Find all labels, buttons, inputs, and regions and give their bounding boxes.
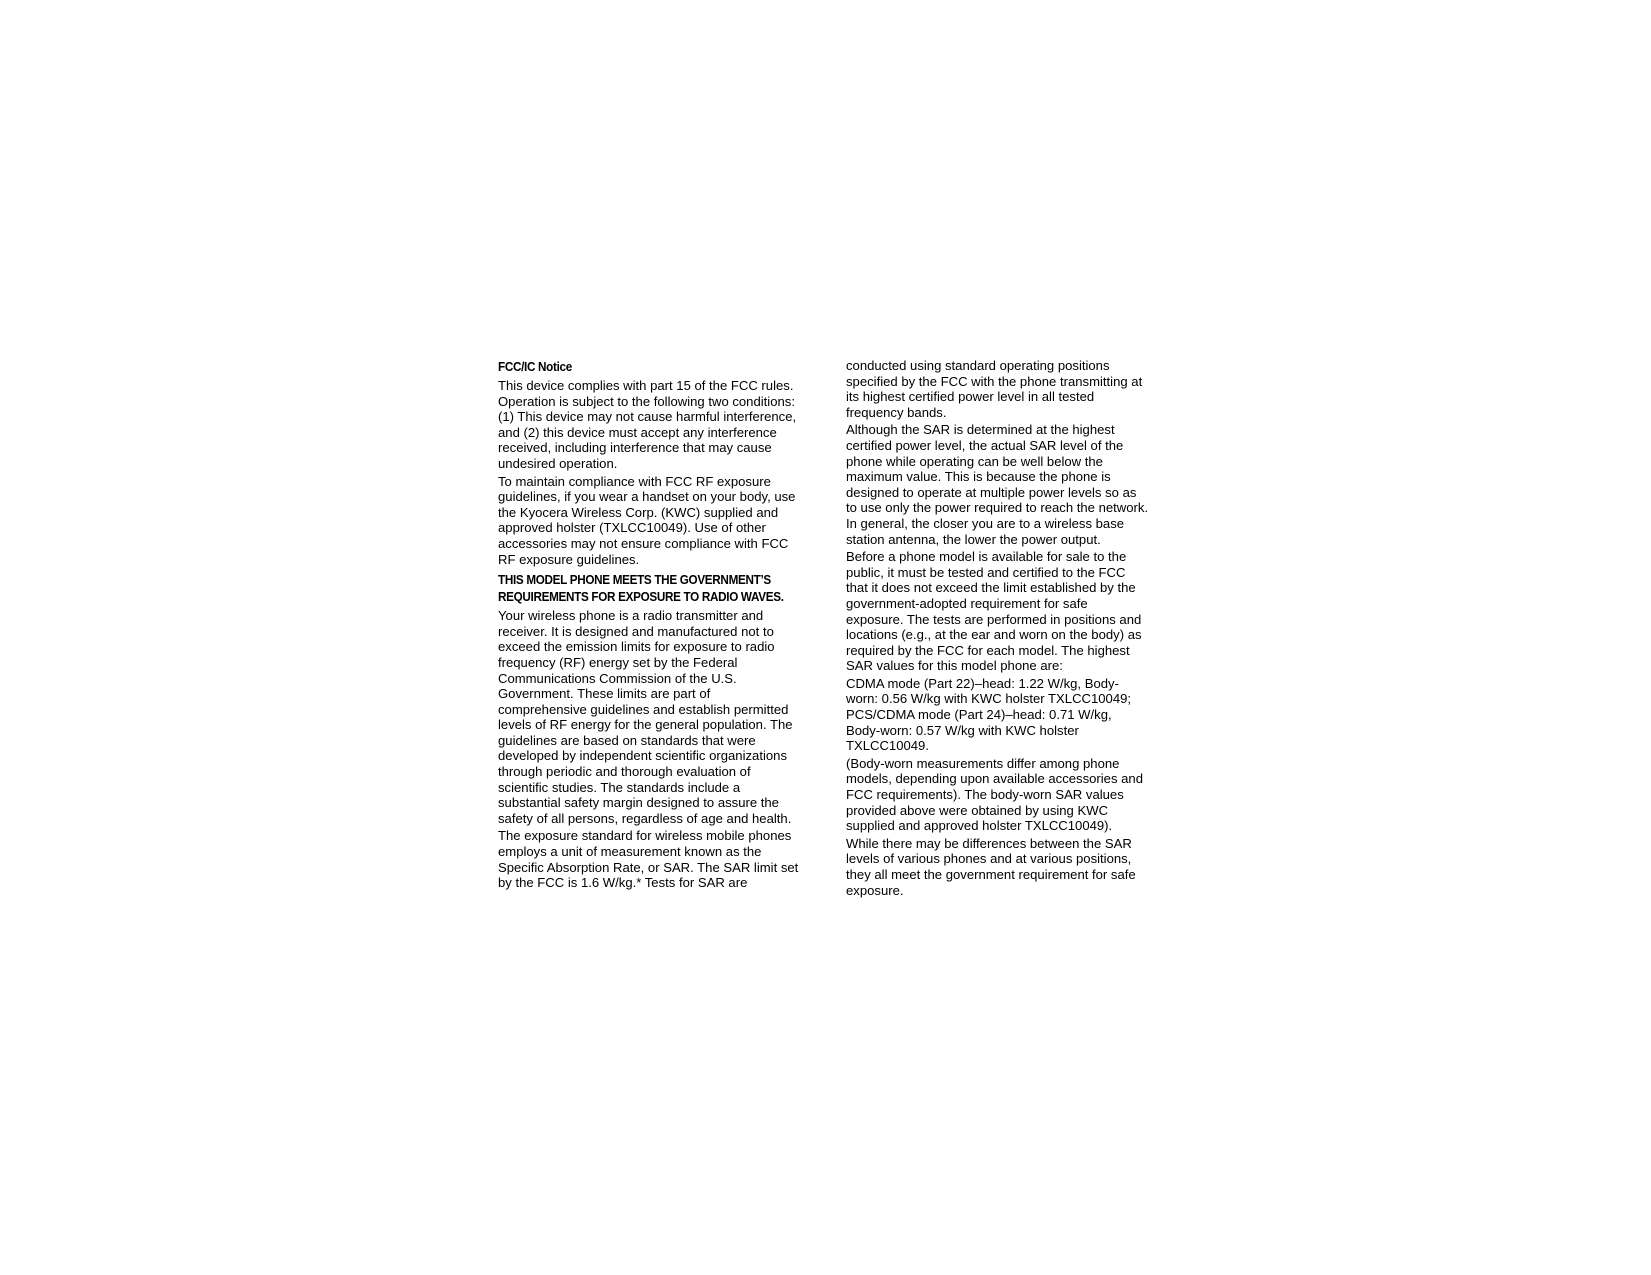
body-worn-measurements-paragraph: (Body-worn measurements differ among phone models, depending upon available accessories and FCC requirements). The body-worn SAR values provided above were obtained by using KWC supplied and approved holster TXLCC10049).	[846, 755, 1143, 834]
sar-values-paragraph: CDMA mode (Part 22)–head: 1.22 W/kg, Body- worn: 0.56 W/kg with KWC holster TXLCC10049; PCS/CDMA mode (Part 24)–head: 0.71 W/kg, Body-worn: 0.57 W/kg with KWC holster TXLCC10049.	[846, 675, 1132, 754]
left-column	[498, 358, 816, 893]
right-column	[846, 358, 1164, 900]
government-requirements-heading: THIS MODEL PHONE MEETS THE GOVERNMENT’S REQUIREMENTS FOR EXPOSURE TO RADIO WAVES.	[498, 572, 784, 605]
exposure-standard-paragraph: The exposure standard for wireless mobile phones employs a unit of measurement known as the Specific Absorption Rate, or SAR. The SAR limit set by the FCC is 1.6 W/kg.* Tests for SAR are	[498, 828, 799, 891]
sar-power-level-paragraph: Although the SAR is determined at the highest certified power level, the actual SAR level of the phone while operating can be well below the maximum value. This is because the phone is designed to operate at multiple power levels so as to use only the power required to reach the network. In general, the closer you are to a wireless base station antenna, the lower the power output.	[846, 422, 1149, 547]
rf-exposure-holster-paragraph: To maintain compliance with FCC RF exposure guidelines, if you wear a handset on your body, use the Kyocera Wireless Corp. (KWC) supplied and approved holster (TXLCC10049). Use of other accessories may not ensure compliance with FCC RF exposure guidelines.	[498, 473, 796, 567]
radio-transmitter-paragraph: Your wireless phone is a radio transmitter and receiver. It is designed and manufactured not to exceed the emission limits for exposure to radio frequency (RF) energy set by the Federal Communications Commission of the U.S. Government. These limits are part of comprehensive guidelines and establish permitted levels of RF energy for the general population. The guidelines are based on standards that were developed by independent scientific organizations through periodic and thorough evaluation of scientific studies. The standards include a substantial safety margin designed to assure the safety of all persons, regardless of age and health.	[498, 608, 793, 826]
compliance-paragraph: This device complies with part 15 of the FCC rules. Operation is subject to the following two conditions: (1) This device may not cause harmful interference, and (2) this device must accept any interference received, including interference that may cause undesired operation.	[498, 378, 797, 471]
fcc-ic-notice-heading: FCC/IC Notice	[498, 359, 572, 374]
testing-positions-paragraph: conducted using standard operating positions specified by the FCC with the phone transmitting at its highest certified power level in all tested frequency bands.	[846, 358, 1143, 420]
sar-differences-paragraph: While there may be differences between the SAR levels of various phones and at various positions, they all meet the government requirement for safe exposure.	[846, 835, 1136, 898]
certification-paragraph: Before a phone model is available for sale to the public, it must be tested and certified to the FCC that it does not exceed the limit established by the government-adopted requirement for safe exposure. The tests are performed in positions and locations (e.g., at the ear and worn on the body) as required by the FCC for each model. The highest SAR values for this model phone are:	[846, 549, 1142, 674]
